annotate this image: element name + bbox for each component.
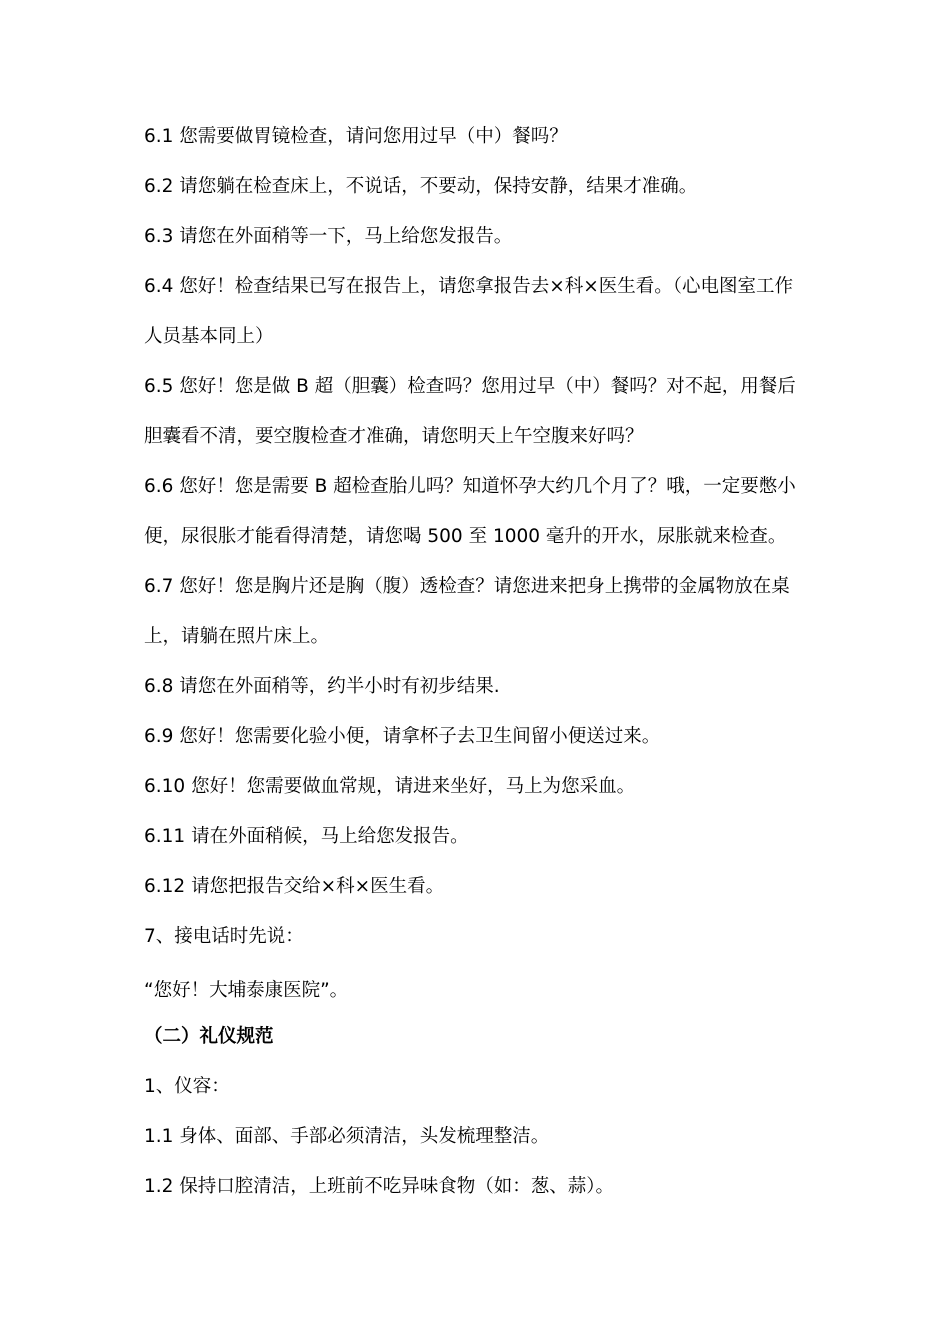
paragraph-6-5: 6.5 您好！您是做 B 超（胆囊）检查吗？您用过早（中）餐吗？对不起，用餐后胆囊看不清，要空腹检查才准确，请您明天上午空腹来好吗？ xyxy=(144,376,796,447)
section-heading-etiquette: （二）礼仪规范 xyxy=(144,1026,274,1047)
paragraph-6-7: 6.7 您好！您是胸片还是胸（腹）透检查？请您进来把身上携带的金属物放在桌上，请躺在照片床上。 xyxy=(144,576,790,647)
paragraph-6-12: 6.12 请您把报告交给×科×医生看。 xyxy=(144,876,445,897)
paragraph-6-2: 6.2 请您躺在检查床上，不说话，不要动，保持安静，结果才准确。 xyxy=(144,176,698,197)
paragraph-6-6: 6.6 您好！您是需要 B 超检查胎儿吗？知道怀孕大约几个月了？哦，一定要憋小便，尿很胀才能看得清楚，请您喝 500 至 1000 毫升的开水，尿胀就来检查。 xyxy=(144,476,796,547)
paragraph-6-4: 6.4 您好！检查结果已写在报告上，请您拿报告去×科×医生看。（心电图室工作人员基本同上） xyxy=(144,276,794,347)
paragraph-6-11: 6.11 请在外面稍候，马上给您发报告。 xyxy=(144,826,469,847)
subsection-heading-appearance: 1、仪容： xyxy=(144,1076,230,1097)
paragraph-6-3: 6.3 请您在外面稍等一下，马上给您发报告。 xyxy=(144,226,513,247)
paragraph-6-1: 6.1 您需要做胃镜检查，请问您用过早（中）餐吗？ xyxy=(144,126,568,147)
paragraph-1-2: 1.2 保持口腔清洁，上班前不吃异味食物（如：葱、蒜）。 xyxy=(144,1176,615,1197)
paragraph-6-9: 6.9 您好！您需要化验小便，请拿杯子去卫生间留小便送过来。 xyxy=(144,726,661,747)
paragraph-7: 7、接电话时先说： xyxy=(144,926,304,947)
document-body xyxy=(144,112,810,1212)
paragraph-6-8: 6.8 请您在外面稍等，约半小时有初步结果. xyxy=(144,676,500,697)
paragraph-6-10: 6.10 您好！您需要做血常规，请进来坐好，马上为您采血。 xyxy=(144,776,636,797)
paragraph-1-1: 1.1 身体、面部、手部必须清洁，头发梳理整洁。 xyxy=(144,1126,550,1147)
phone-greeting-quote: “您好！大埔泰康医院”。 xyxy=(144,980,349,1001)
